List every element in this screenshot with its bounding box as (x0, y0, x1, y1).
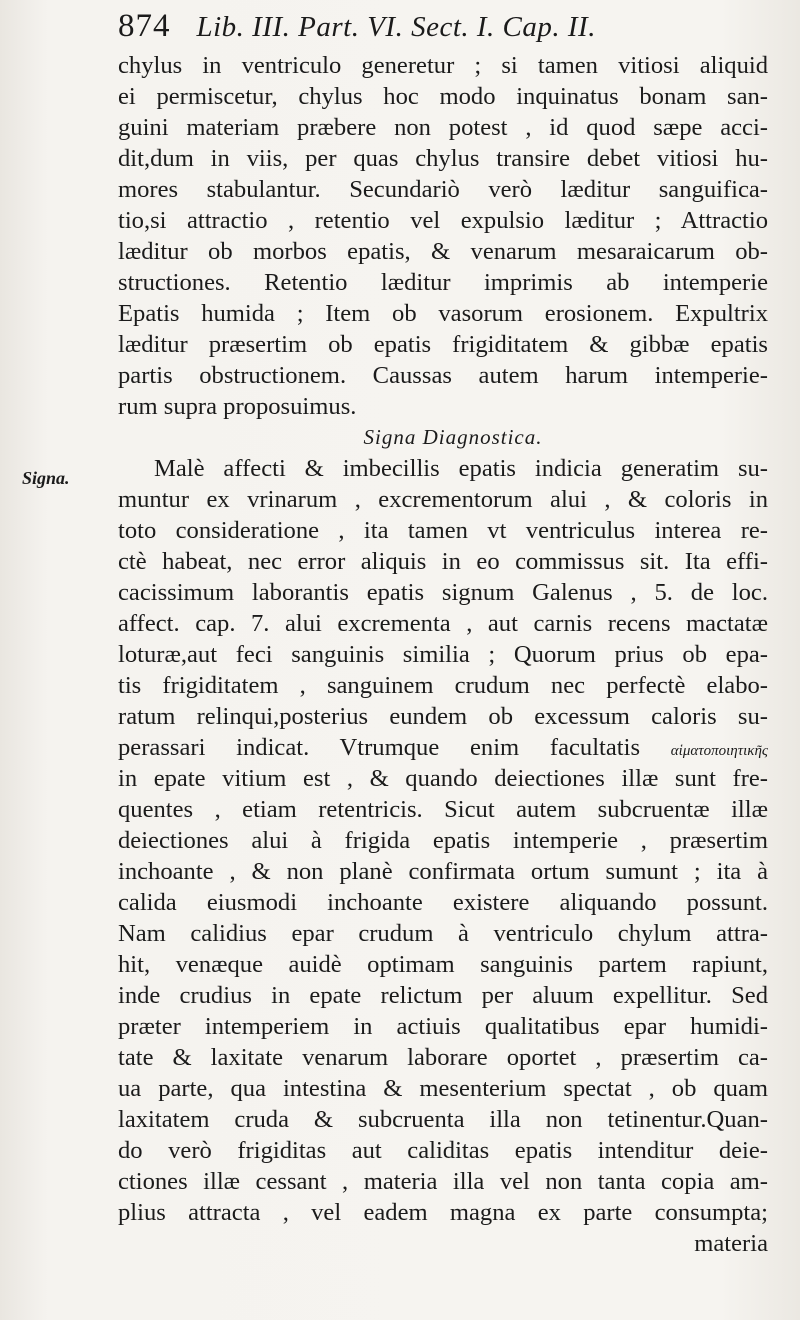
text-line: ei permiscetur, chylus hoc modo inquinatus bonam san- (118, 83, 768, 110)
text-line: Epatis humida ; Item ob vasorum erosionem. Expultrix (118, 300, 768, 327)
text-line: rum supra proposuimus. (118, 393, 357, 420)
text-line: hit, venæque auidè optimam sanguinis partem rapiunt, (118, 951, 768, 978)
text-line: ctè habeat, nec error aliquis in eo commissus sit. Ita effi- (118, 548, 768, 575)
text-line: tis frigiditatem , sanguinem crudum nec perfectè elabo- (118, 672, 768, 699)
text-line: mores stabulantur. Secundariò verò læditur sanguifica- (118, 176, 768, 203)
text-line: præter intemperiem in actiuis qualitatibus epar humidi- (118, 1013, 768, 1040)
text-line: inde crudius in epate relictum per aluum expellitur. Sed (118, 982, 768, 1009)
text-line: ctiones illæ cessant , materia illa vel non tanta copia am- (118, 1168, 768, 1195)
text-line: toto consideratione , ita tamen vt ventriculus interea re- (118, 517, 768, 544)
text-line: læditur præsertim ob epatis frigiditatem & gibbæ epatis (118, 331, 768, 358)
greek-word: αἱματοποιητικῆς (670, 743, 768, 759)
text-line: affect. cap. 7. alui excrementa , aut carnis recens mactatæ (118, 610, 768, 637)
text-line: in epate vitium est , & quando deiectiones illæ sunt fre- (118, 765, 768, 792)
text-line: calida eiusmodi inchoante existere aliquando possunt. (118, 889, 768, 916)
text-line: do verò frigiditas aut caliditas epatis intenditur deie- (118, 1137, 768, 1164)
text-line: plius attracta , vel eadem magna ex parte consumpta; (118, 1199, 768, 1226)
text-line: structiones. Retentio læditur imprimis ab intemperie (118, 269, 768, 296)
body-text (118, 50, 768, 1259)
text-line: deiectiones alui à frigida epatis intemperie , præsertim (118, 827, 768, 854)
text-line: laxitatem cruda & subcruenta illa non tetinentur.Quan- (118, 1106, 768, 1133)
text-line: ua parte, qua intestina & mesenterium spectat , ob quam (118, 1075, 768, 1102)
running-head: Lib. III. Part. VI. Sect. I. Cap. II. (196, 11, 596, 43)
text-line: læditur ob morbos epatis, & venarum mesaraicarum ob- (118, 238, 768, 265)
text-line: cacissimum laborantis epatis signum Galenus , 5. de loc. (118, 579, 768, 606)
paragraph-1 (118, 50, 768, 422)
text-line: Malè affecti & imbecillis epatis indicia generatim su- (154, 455, 768, 482)
text-line: loturæ,aut feci sanguinis similia ; Quorum prius ob epa- (118, 641, 768, 668)
section-heading: Signa Diagnostica. (363, 425, 543, 449)
catchword: materia (694, 1230, 768, 1257)
text-line: chylus in ventriculo generetur ; si tamen vitiosi aliquid (118, 52, 768, 79)
text-line: dit,dum in viis, per quas chylus transire debet vitiosi hu- (118, 145, 768, 172)
text-line: tate & laxitate venarum laborare oportet , præsertim ca- (118, 1044, 768, 1071)
page-header (118, 8, 758, 50)
text-line: muntur ex vrinarum , excrementorum alui , & coloris in (118, 486, 768, 513)
text-line-with-greek (118, 732, 768, 763)
text-line: Nam calidius epar crudum à ventriculo chylum attra- (118, 920, 768, 947)
text-line: ratum relinqui,posterius eundem ob excessum caloris su- (118, 703, 768, 730)
page-number: 874 (118, 8, 171, 44)
marginal-note: Signa. (22, 468, 70, 488)
text-fragment: perassari indicat. Vtrumque enim facultatis (118, 734, 641, 761)
paragraph-2 (118, 453, 768, 1228)
text-line: guini materiam præbere non potest , id quod sæpe acci- (118, 114, 768, 141)
text-line: tio,si attractio , retentio vel expulsio læditur ; Attractio (118, 207, 768, 234)
text-line: partis obstructionem. Caussas autem harum intemperie- (118, 362, 768, 389)
text-line: quentes , etiam retentricis. Sicut autem subcruentæ illæ (118, 796, 768, 823)
text-line: inchoante , & non planè confirmata ortum sumunt ; ita à (118, 858, 768, 885)
